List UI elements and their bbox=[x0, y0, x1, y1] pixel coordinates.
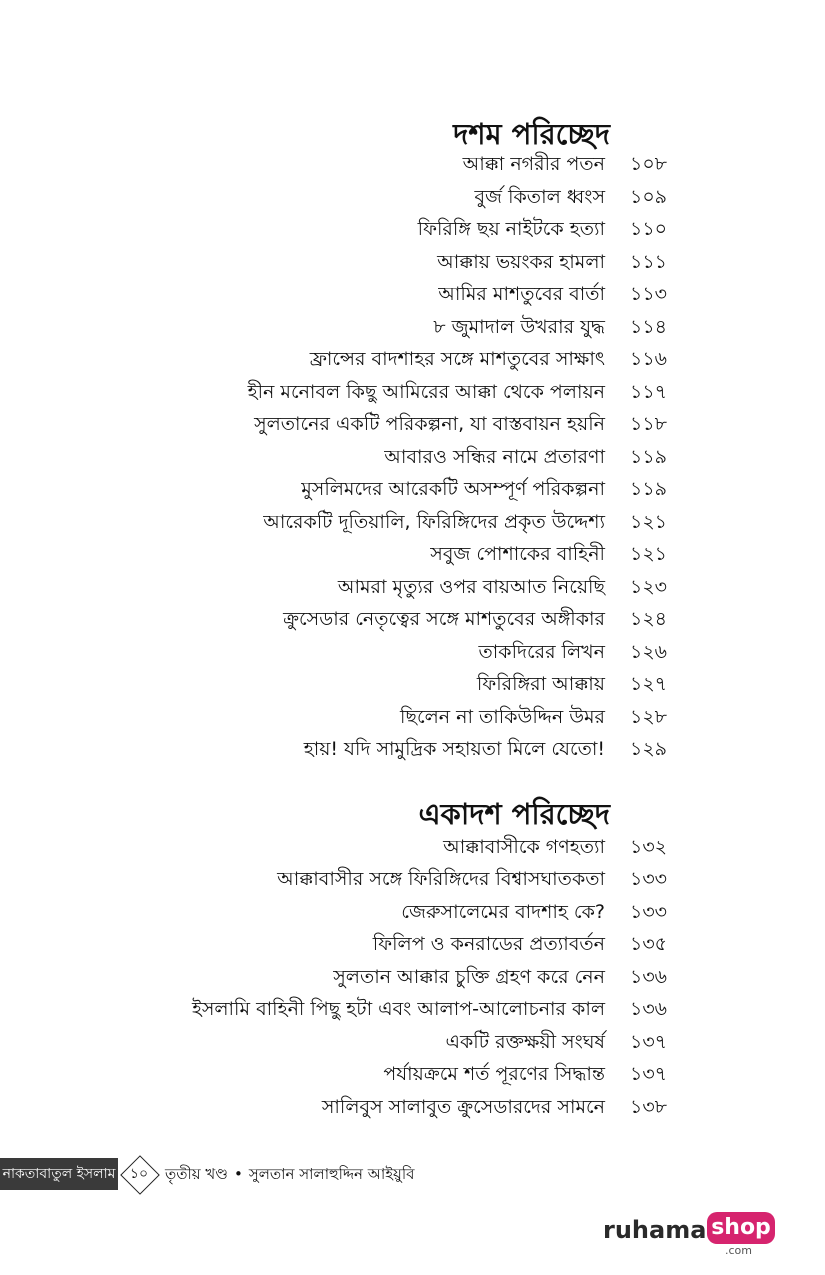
toc-entry[interactable] bbox=[0, 311, 825, 343]
brand-logo bbox=[603, 1212, 783, 1257]
toc-entry-title: সবুজ পোশাকের বাহিনী bbox=[430, 543, 605, 565]
toc-entry[interactable] bbox=[0, 1091, 825, 1123]
toc-entry-page: ১১৬ bbox=[630, 348, 668, 370]
toc-entry-title: তাকদিরের লিখন bbox=[478, 641, 605, 663]
toc-entry-page: ১২৪ bbox=[630, 608, 668, 630]
toc-entry[interactable] bbox=[0, 603, 825, 635]
toc-entry-title: আক্কাবাসীকে গণহত্যা bbox=[443, 836, 605, 858]
toc-entry-title: ফিরিঙ্গি ছয় নাইটকে হত্যা bbox=[417, 218, 605, 240]
toc-entry-title: আক্কাবাসীর সঙ্গে ফিরিঙ্গিদের বিশ্বাসঘাতকতা bbox=[277, 868, 605, 890]
toc-entry[interactable] bbox=[0, 441, 825, 473]
toc-entry-title: ছিলেন না তাকিউদ্দিন উমর bbox=[400, 706, 605, 728]
toc-entry-page: ১০৮ bbox=[630, 153, 668, 175]
toc-entry-title: আরেকটি দূতিয়ালি, ফিরিঙ্গিদের প্রকৃত উদ্দেশ্য bbox=[263, 511, 605, 533]
toc-entry-page: ১১৯ bbox=[630, 446, 667, 468]
toc-entry-title: ফিলিপ ও কনরাডের প্রত্যাবর্তন bbox=[372, 933, 605, 955]
toc-entry-title: জেরুসালেমের বাদশাহ কে? bbox=[401, 901, 605, 923]
toc-entry-page: ১৩৮ bbox=[630, 1096, 668, 1118]
toc-entry[interactable] bbox=[0, 538, 825, 570]
toc-entry-title: আক্কায় ভয়ংকর হামলা bbox=[437, 251, 605, 273]
toc-entry[interactable] bbox=[0, 148, 825, 180]
toc-entry[interactable] bbox=[0, 278, 825, 310]
toc-entry-title: হায়! যদি সামুদ্রিক সহায়তা মিলে যেতো! bbox=[303, 738, 605, 760]
toc-entry-page: ১২৮ bbox=[630, 706, 668, 728]
toc-entry-page: ১৩৬ bbox=[630, 966, 668, 988]
toc-entry-page: ১০৯ bbox=[630, 186, 668, 208]
brand-shop-badge: shop bbox=[707, 1212, 775, 1244]
toc-entry[interactable] bbox=[0, 863, 825, 895]
toc-entry-page: ১৩৩ bbox=[630, 901, 668, 923]
toc-entry-page: ১১৩ bbox=[630, 283, 668, 305]
toc-entry-title: একটি রক্তক্ষয়ী সংঘর্ষ bbox=[445, 1031, 605, 1053]
toc-entry[interactable] bbox=[0, 376, 825, 408]
toc-entry[interactable] bbox=[0, 571, 825, 603]
toc-entry[interactable] bbox=[0, 181, 825, 213]
brand-domain: .com bbox=[725, 1244, 752, 1257]
bullet-separator: • bbox=[233, 1165, 243, 1183]
toc-entry[interactable] bbox=[0, 1026, 825, 1058]
toc-entry-title: ফিরিঙ্গিরা আক্কায় bbox=[476, 673, 605, 695]
series-name: নাকতাবাতুল ইসলাম bbox=[0, 1158, 118, 1190]
toc-entry-page: ১২৬ bbox=[630, 641, 668, 663]
toc-entry-title: হীন মনোবল কিছু আমিরের আক্কা থেকে পলায়ন bbox=[247, 381, 605, 403]
toc-entry-page: ১৩৩ bbox=[630, 868, 668, 890]
toc-entry-page: ১২৯ bbox=[630, 738, 668, 760]
toc-entry-page: ১৩৬ bbox=[630, 998, 668, 1020]
toc-entry-page: ১১৭ bbox=[630, 381, 668, 403]
toc-entry[interactable] bbox=[0, 506, 825, 538]
page-number-badge bbox=[120, 1155, 158, 1193]
toc-entry[interactable] bbox=[0, 246, 825, 278]
toc-entry-page: ১৩৭ bbox=[630, 1063, 668, 1085]
toc-entry-title: আবারও সন্ধির নামে প্রতারণা bbox=[384, 446, 605, 468]
toc-entry[interactable] bbox=[0, 343, 825, 375]
toc-entry-page: ১১৪ bbox=[630, 316, 667, 338]
toc-entry[interactable] bbox=[0, 733, 825, 765]
toc-entry[interactable] bbox=[0, 928, 825, 960]
toc-entry[interactable] bbox=[0, 636, 825, 668]
toc-entry[interactable] bbox=[0, 473, 825, 505]
toc-entry-title: সুলতানের একটি পরিকল্পনা, যা বাস্তবায়ন হয়নি bbox=[254, 413, 605, 435]
toc-entry-title: পর্যায়ক্রমে শর্ত পূরণের সিদ্ধান্ত bbox=[383, 1063, 605, 1085]
book-title: সুলতান সালাহুদ্দিন আইয়ুবি bbox=[248, 1165, 415, 1183]
volume-label: তৃতীয় খণ্ড bbox=[165, 1165, 228, 1183]
toc-entry[interactable] bbox=[0, 993, 825, 1025]
toc-entry-title: সুলতান আক্কার চুক্তি গ্রহণ করে নেন bbox=[333, 966, 605, 988]
toc-entry-page: ১২৭ bbox=[630, 673, 668, 695]
toc-entry-title: আমরা মৃত্যুর ওপর বায়আত নিয়েছি bbox=[337, 576, 605, 598]
toc-entry[interactable] bbox=[0, 1058, 825, 1090]
toc-entry-page: ১২১ bbox=[630, 511, 668, 533]
toc-entry[interactable] bbox=[0, 408, 825, 440]
toc-entry-page: ১১১ bbox=[630, 251, 667, 273]
toc-entry[interactable] bbox=[0, 668, 825, 700]
toc-entry-title: ইসলামি বাহিনী পিছু হটা এবং আলাপ-আলোচনার কাল bbox=[191, 998, 605, 1020]
toc-entry-page: ১৩৫ bbox=[630, 933, 668, 955]
toc-entry-page: ১১৮ bbox=[630, 413, 667, 435]
toc-entry-title: বুর্জ কিতাল ধ্বংস bbox=[474, 186, 605, 208]
page-footer bbox=[0, 1148, 825, 1198]
toc-entry-title: ক্রুসেডার নেতৃত্বের সঙ্গে মাশতুবের অঙ্গীকার bbox=[283, 608, 605, 630]
toc-entry-page: ১২৩ bbox=[630, 576, 668, 598]
toc-entry-page: ১৩২ bbox=[630, 836, 668, 858]
section-heading: দশম পরিচ্ছেদ bbox=[453, 117, 610, 151]
toc-entry[interactable] bbox=[0, 213, 825, 245]
section-heading: একাদশ পরিচ্ছেদ bbox=[418, 797, 610, 831]
toc-entry-title: মুসলিমদের আরেকটি অসম্পূর্ণ পরিকল্পনা bbox=[301, 478, 605, 500]
toc-entry-page: ১২১ bbox=[630, 543, 668, 565]
toc-entry[interactable] bbox=[0, 961, 825, 993]
page-number: ১০ bbox=[129, 1166, 149, 1182]
toc-entry-page: ১১০ bbox=[630, 218, 668, 240]
toc-entry-title: আমির মাশতুবের বার্তা bbox=[438, 283, 605, 305]
toc-entry[interactable] bbox=[0, 701, 825, 733]
toc-entry-title: ফ্রান্সের বাদশাহর সঙ্গে মাশতুবের সাক্ষাৎ bbox=[309, 348, 605, 370]
brand-name: ruhama bbox=[603, 1216, 707, 1244]
toc-entry-title: ৮ জুমাদাল উখরার যুদ্ধ bbox=[433, 316, 605, 338]
toc-entry[interactable] bbox=[0, 896, 825, 928]
footer-book-info bbox=[165, 1158, 415, 1190]
toc-entry-page: ১১৯ bbox=[630, 478, 667, 500]
toc-entry-page: ১৩৭ bbox=[630, 1031, 668, 1053]
toc-entry-title: আক্কা নগরীর পতন bbox=[462, 153, 605, 175]
toc-entry-title: সালিবুস সালাবুত ক্রুসেডারদের সামনে bbox=[321, 1096, 605, 1118]
toc-entry[interactable] bbox=[0, 831, 825, 863]
